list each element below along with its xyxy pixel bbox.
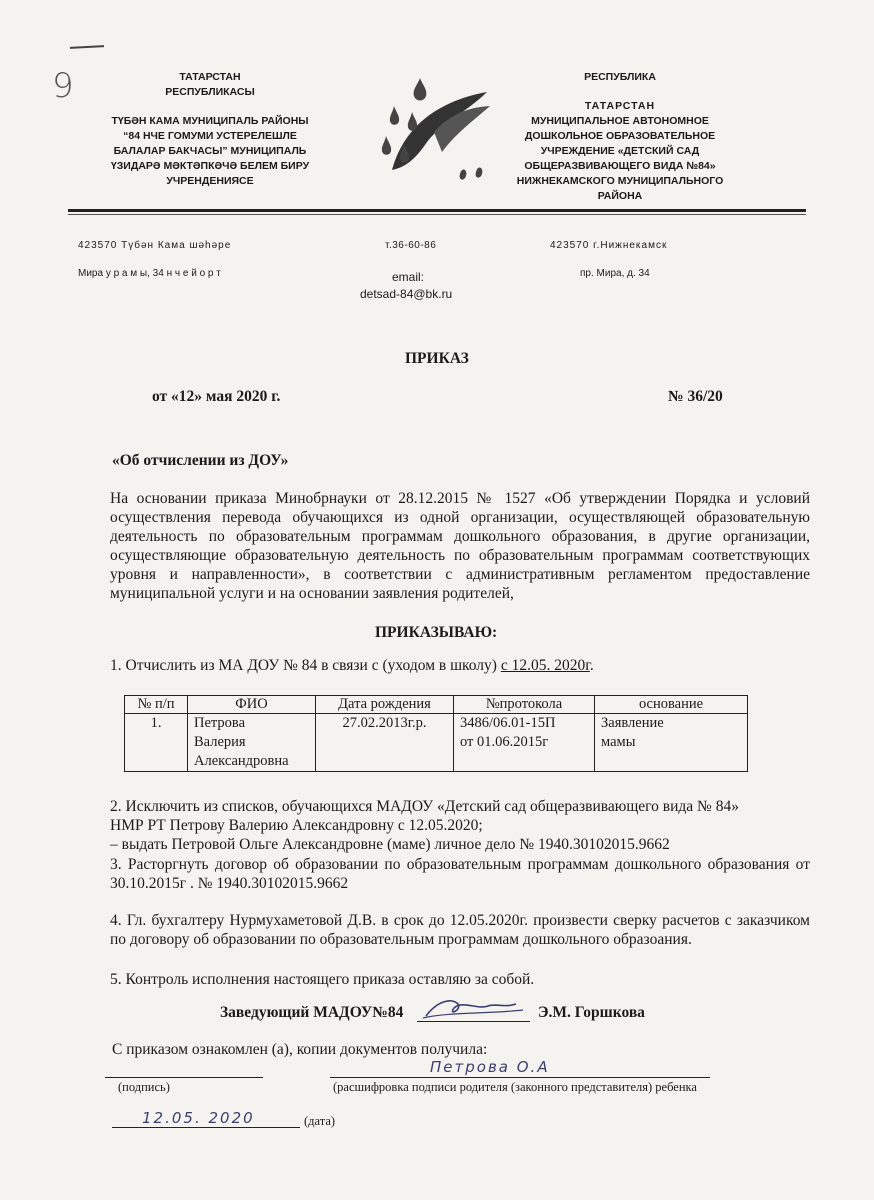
header-right-line: РАЙОНА [597,190,643,202]
document-title: ПРИКАЗ [405,350,469,367]
institution-logo [372,72,492,182]
pencil-dash [70,45,104,49]
item-2-line: НМР РТ Петрову Валерию Александровну с 12.05.2020; [110,817,483,834]
signer-name: Э.М. Горшкова [538,1004,645,1021]
protocol-line: 3486/06.01-15П [460,715,556,731]
date-field-line [112,1127,300,1128]
email-address: detsad-84@bk.ru [360,287,453,301]
handwritten-name: Петрова О.А [430,1058,550,1076]
acknowledgement: С приказом ознакомлен (а), копии документов получила: [112,1041,488,1058]
address-right-2: пр. Мира, д. 34 [580,268,650,279]
header-right [495,70,745,204]
item-2 [110,797,820,854]
header-divider [68,209,806,212]
decode-label: (расшифровка подписи родителя (законного представителя) ребенка [333,1080,697,1094]
table-cell-protocol [454,714,595,772]
decode-field-line [330,1077,710,1078]
header-left-line: ТҮБӘН КАМА МУНИЦИПАЛЬ РАЙОНЫ [111,115,309,127]
order-word: ПРИКАЗЫВАЮ: [375,624,498,641]
table-header-cell: №протокола [454,696,595,714]
logo-graphic [372,72,492,182]
handwritten-date: 12.05. 2020 [142,1109,255,1127]
fio-line: Петрова [194,715,246,731]
header-left-line: УЧРЕНДЕНИЯСЕ [166,175,254,187]
item-3: 3. Расторгнуть договор об образовании по образовательным программам дошкольного образования от 30.10.2015г . № 1940.30102015.9662 [110,856,810,892]
fio-line: Александровна [194,753,289,769]
table-header-cell: ФИО [188,696,316,714]
table-cell-num: 1. [125,714,188,772]
fio-line: Валерия [194,734,246,750]
date-label: (дата) [304,1114,336,1128]
order-number: № 36/20 [668,388,723,405]
preamble: На основании приказа Минобрнауки от 28.12.2015 № 1527 «Об утверждении Порядка и условий осуществления перевода обучающихся из одной организации, осуществляющей образовательную деятельность по образовательным программам дошкольного образования, в другие организации, осуществляющие образовательную деятельность по образовательным программам соответствующих уровня и направленности», в соответствии с административным регламентом предоставление муниципальной услуги и на основании заявления родителей, [110,490,810,602]
table-header-cell: Дата рождения [316,696,454,714]
basis-line: Заявление [601,715,664,731]
header-left-line: ТАТАРСТАН [179,71,241,83]
header-left [70,70,350,189]
address-right-1: 423570 г.Нижнекамск [550,240,668,251]
item-4: 4. Гл. бухгалтеру Нурмухаметовой Д.В. в срок до 12.05.2020г. произвести сверку расчетов с заказчиком по договору об образовании по образовательным программам дошкольного образоания. [110,912,810,948]
item-2-line: – выдать Петровой Ольге Александровне (маме) личное дело № 1940.30102015.9662 [110,836,670,853]
header-right-line: ДОШКОЛЬНОЕ ОБРАЗОВАТЕЛЬНОЕ [524,130,716,142]
header-right-line: НИЖНЕКАМСКОГО МУНИЦИПАЛЬНОГО [516,175,724,187]
header-left-line: РЕСПУБЛИКАСЫ [165,86,255,98]
address-left-1: 423570 Түбән Кама шәһәре [78,240,232,251]
item-1-end: . [589,657,594,674]
item-1 [110,656,594,675]
table-cell-fio [188,714,316,772]
header-right-line: УЧРЕЖДЕНИЕ «ДЕТСКИЙ САД [540,145,700,157]
item-2-line: 2. Исключить из списков, обучающихся МАДОУ «Детский сад общеразвивающего вида № 84» [110,798,739,815]
item-1-text: 1. Отчислить из МА ДОУ № 84 в связи с (уходом в школу) [110,657,501,674]
table-cell-basis [595,714,748,772]
table-header-cell: основание [595,696,748,714]
header-left-line: БАЛАЛАР БАКЧАСЫ” МУНИЦИПАЛЬ [113,145,307,157]
order-subject: «Об отчислении из ДОУ» [112,452,289,469]
signature-label: (подпись) [118,1080,170,1094]
header-left-line: ҮЗИДАРӘ МӘКТӘПКӘЧӘ БЕЛЕМ БИРУ [110,160,310,172]
table-header-row [125,696,748,714]
item-1-date: с 12.05. 2020г [500,657,590,674]
protocol-line: от 01.06.2015г [460,734,549,750]
header-right-line: РЕСПУБЛИКА [584,71,656,83]
header-left-line: “84 НЧЕ ГОМУМИ УСТЕРЕЛЕШЛЕ [123,130,297,142]
signature-scribble [418,996,528,1022]
header-right-line: МУНИЦИПАЛЬНОЕ АВТОНОМНОЕ [531,115,709,127]
table-header-cell: № п/п [125,696,188,714]
email-label: email: [392,270,425,284]
header-right-line: ОБЩЕРАЗВИВАЮЩЕГО ВИДА №84» [524,160,716,172]
order-date: от «12» мая 2020 г. [152,388,281,405]
table-row [125,714,748,772]
address-left-2: Мира у р а м ы, 34 н ч е й о р т [78,268,221,279]
phone: т.36-60-86 [385,240,437,251]
header-divider-thin [68,214,806,215]
pencil-number: 9 [52,66,74,106]
signature-field-line [105,1077,263,1078]
signer-title: Заведующий МАДОУ№84 [220,1004,404,1021]
table-cell-dob: 27.02.2013г.р. [316,714,454,772]
item-5: 5. Контроль исполнения настоящего приказа оставляю за собой. [110,971,535,988]
basis-line: мамы [601,734,636,750]
header-right-line: ТАТАРСТАН [584,100,656,112]
students-table [124,695,748,772]
